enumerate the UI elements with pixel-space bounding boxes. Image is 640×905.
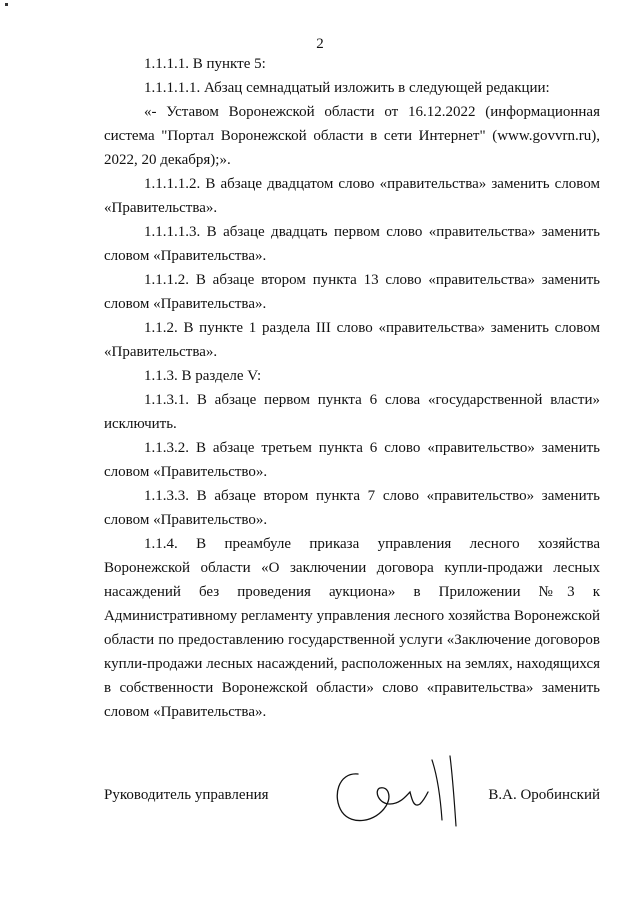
- paragraph-1-1-1-1: 1.1.1.1. В пункте 5:: [144, 56, 266, 72]
- paragraph-1-1-2: 1.1.2. В пункте 1 раздела III слово «правительства» заменить словом «Правительства».: [104, 320, 600, 360]
- paragraph-1-1-3: 1.1.3. В разделе V:: [144, 368, 262, 384]
- signatory-name: В.А. Оробинский: [488, 787, 600, 803]
- paragraph-1-1-3-1: 1.1.3.1. В абзаце первом пункта 6 слова «государственной власти» исключить.: [104, 392, 600, 432]
- paragraph-1-1-3-3: 1.1.3.3. В абзаце втором пункта 7 слово «правительство» заменить словом «Правительство».: [104, 488, 600, 528]
- page-number: 2: [316, 36, 324, 52]
- signatory-title: Руководитель управления: [104, 787, 269, 803]
- scan-speck: [5, 3, 8, 6]
- paragraph-1-1-1-1-1: 1.1.1.1.1. Абзац семнадцатый изложить в следующей редакции:: [144, 80, 550, 96]
- paragraph-1-1-1-1-2: 1.1.1.1.2. В абзаце двадцатом слово «правительства» заменить словом «Правительства».: [104, 176, 600, 216]
- paragraph-quote-charter: «- Уставом Воронежской области от 16.12.2022 (информационная система "Портал Воронежской области в сети Интернет" (www.govvrn.ru), 2022, 20 декабря);».: [104, 104, 600, 168]
- paragraph-1-1-1-1-3: 1.1.1.1.3. В абзаце двадцать первом слово «правительства» заменить словом «Правительства».: [104, 224, 600, 264]
- paragraph-1-1-4: 1.1.4. В преамбуле приказа управления лесного хозяйства Воронежской области «О заключении договора купли-продажи лесных насаждений без проведения аукциона» в Приложении №3 к Административному регламенту управления лесного хозяйства Воронежской области по предоставлению государственной услуги «Заключение договоров купли-продажи лесных насаждений, расположенных на землях, находящихся в собственности Воронежской области» слово «правительства» заменить словом «Правительства».: [104, 536, 600, 720]
- paragraph-1-1-1-2: 1.1.1.2. В абзаце втором пункта 13 слово «правительства» заменить словом «Правительства».: [104, 272, 600, 312]
- document-body: [104, 52, 600, 724]
- handwritten-signature: [328, 752, 468, 832]
- paragraph-1-1-3-2: 1.1.3.2. В абзаце третьем пункта 6 слово «правительство» заменить словом «Правительство».: [104, 440, 600, 480]
